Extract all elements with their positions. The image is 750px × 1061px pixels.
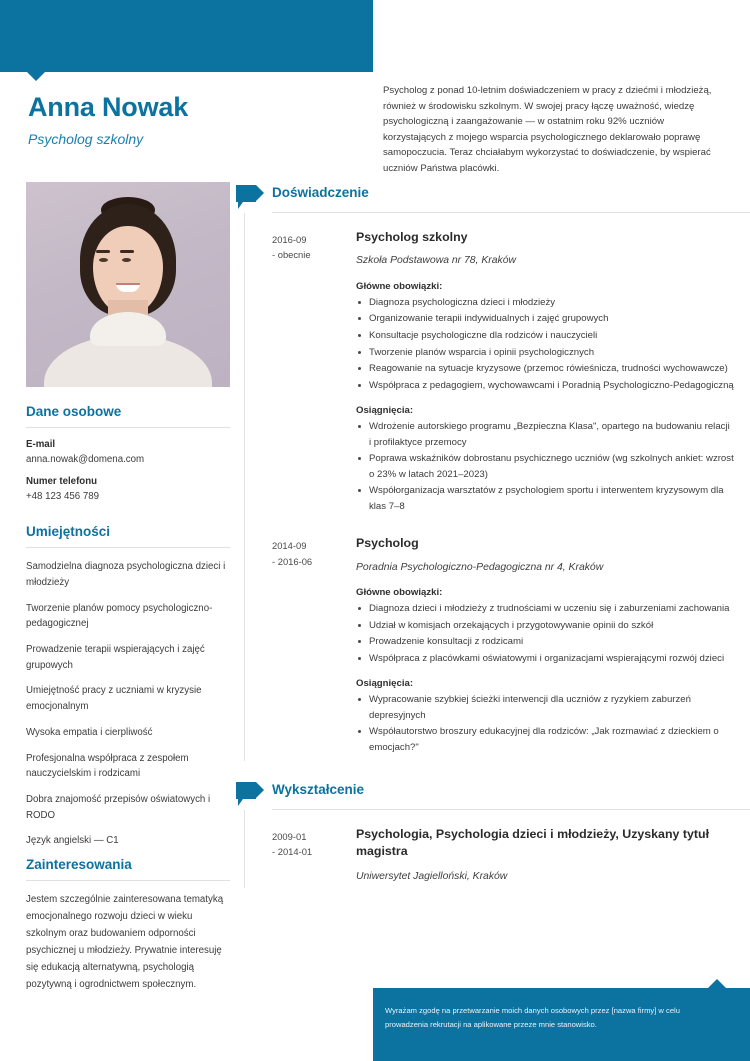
portrait-eyebrow-right-shape <box>120 250 134 253</box>
entry-body <box>356 826 750 885</box>
portrait-eye-right-shape <box>122 258 131 262</box>
list-item: Prowadzenie konsultacji z rodzicami <box>356 634 734 650</box>
section-header-education <box>236 779 750 809</box>
entry-body <box>356 229 750 515</box>
list-item: Prowadzenie terapii wspierających i zajęć grupowych <box>26 644 205 671</box>
section-education <box>236 779 750 889</box>
education-entry <box>272 810 750 889</box>
sidebar-section-skills <box>26 524 230 849</box>
divider <box>26 880 230 881</box>
entry-degree: Psychologia, Psychologia dzieci i młodzieży, Uzyskany tytuł magistra <box>356 826 710 859</box>
sidebar-heading-interests: Zainteresowania <box>26 857 132 873</box>
entry-achievements-label: Osiągnięcia: <box>356 405 414 417</box>
entry-date-range <box>272 826 356 885</box>
experience-timeline <box>236 213 750 761</box>
header-banner <box>0 0 373 72</box>
interests-text: Jestem szczególnie zainteresowana tematyką emocjonalnego rozwoju dzieci w wieku szkolnym oraz budowaniem odporności psychicznej u młodzieży. Prywatnie interesuję się edukacją alternatywną, psychologią pozytywną i ogrodnictwem społecznym. <box>26 894 224 991</box>
entry-role: Psycholog szkolny <box>356 230 468 244</box>
list-item: Samodzielna diagnoza psychologiczna dzieci i młodzieży <box>26 561 226 588</box>
profile-summary: Psycholog z ponad 10-letnim doświadczeniem w pracy z dziećmi i młodzieżą, również w środowisku szkolnym. W swojej pracy łączę uważność, wiedzę psychologiczną i zaangażowanie — w ostatnim roku 92% uczniów korzystających z mojego wsparcia psychologicznego deklarowało poprawę samopoczucia. Teraz chciałabym wykorzystać to doświadczenie, by wspierać uczniów Państwa placówki. <box>383 85 712 174</box>
list-item: Dobra znajomość przepisów oświatowych i RODO <box>26 794 211 821</box>
list-item: Tworzenie planów pomocy psychologiczno-pedagogicznej <box>26 602 213 630</box>
list-item: Wysoka empatia i cierpliwość <box>26 726 153 738</box>
entry-duties-list <box>356 601 734 666</box>
list-item: Współorganizacja warsztatów z psychologiem sportu i interwentem kryzysowym dla klas 7–8 <box>356 483 734 514</box>
list-item: Wdrożenie autorskiego programu „Bezpieczna Klasa", opartego na budowaniu relacji i profilaktyce przemocy <box>356 419 734 450</box>
sidebar-section-personal-data <box>26 404 230 504</box>
entry-date-to: - 2016-06 <box>272 555 313 567</box>
list-item: Współautorstwo broszury edukacyjnej dla rodziców: „Jak rozmawiać z dzieckiem o emocjach?" <box>356 724 734 755</box>
portrait-collar-shape <box>90 312 166 346</box>
list-item: Język angielski — C1 <box>26 835 119 847</box>
page-title: Anna Nowak <box>28 92 189 122</box>
job-title: Psycholog szkolny <box>28 131 144 148</box>
entry-date-range <box>272 229 356 515</box>
education-timeline <box>236 810 750 889</box>
list-item: Tworzenie planów wsparcia i opinii psychologicznych <box>356 345 734 361</box>
section-header-experience <box>236 182 750 212</box>
entry-organization: Szkoła Podstawowa nr 78, Kraków <box>356 255 516 267</box>
footer-banner-notch-icon <box>708 979 726 988</box>
list-item: Organizowanie terapii indywidualnych i zajęć grupowych <box>356 311 734 327</box>
entry-date-to: - obecnie <box>272 249 311 261</box>
list-item: Współpraca z pedagogiem, wychowawcami i Poradnią Psychologiczno-Pedagogiczną <box>356 378 734 394</box>
identity-block <box>28 92 358 147</box>
header <box>0 72 750 182</box>
entry-date-from: 2014-09 <box>272 540 307 552</box>
experience-entry <box>272 213 750 519</box>
consent-text: Wyrażam zgodę na przetwarzanie moich danych osobowych przez [nazwa firmy] w celu prowadzenia rekrutacji na aplikowane przeze mnie stanowisko. <box>385 1006 680 1030</box>
sidebar-heading-skills: Umiejętności <box>26 524 111 540</box>
section-title-experience: Doświadczenie <box>272 185 369 200</box>
entry-date-from: 2016-09 <box>272 234 307 245</box>
avatar <box>26 182 230 387</box>
entry-body <box>356 535 750 756</box>
list-item: Diagnoza dzieci i młodzieży z trudnościami w uczeniu się i zaburzeniami zachowania <box>356 601 734 617</box>
portrait-eyebrow-left-shape <box>96 250 110 253</box>
sidebar-heading-personal-data: Dane osobowe <box>26 404 122 419</box>
contact-label-phone: Numer telefonu <box>26 476 98 488</box>
entry-date-range <box>272 535 356 756</box>
entry-school: Uniwersytet Jagielloński, Kraków <box>356 870 508 882</box>
main-content <box>236 182 750 888</box>
flag-icon <box>236 782 262 806</box>
contact-field-email <box>26 439 230 467</box>
entry-duties-list <box>356 295 734 393</box>
list-item: Konsultacje psychologiczne dla rodziców i nauczycieli <box>356 328 734 344</box>
entry-duties-label: Główne obowiązki: <box>356 280 443 292</box>
experience-entry <box>272 519 750 760</box>
sidebar <box>0 182 236 994</box>
list-item: Udział w komisjach orzekających i przygotowywanie opinii do szkół <box>356 618 734 634</box>
entry-date-from: 2009-01 <box>272 830 307 842</box>
entry-achievements-label: Osiągnięcia: <box>356 678 414 690</box>
divider <box>26 427 230 428</box>
list-item: Profesjonalna współpraca z zespołem nauczycielskim i rodzicami <box>26 752 189 780</box>
contact-label-email: E-mail <box>26 439 56 450</box>
contact-value-phone[interactable]: +48 123 456 789 <box>26 491 99 503</box>
list-item: Poprawa wskaźników dobrostanu psychicznego uczniów (wg szkolnych ankiet: wzrost o 23% w latach 2021–2023) <box>356 451 734 482</box>
portrait-eye-left-shape <box>99 258 108 262</box>
entry-organization: Poradnia Psychologiczno-Pedagogiczna nr 4, Kraków <box>356 561 604 573</box>
list-item: Wypracowanie szybkiej ścieżki interwencji dla uczniów z ryzykiem zaburzeń depresyjnych <box>356 692 734 723</box>
flag-icon <box>236 185 262 209</box>
entry-role: Psycholog <box>356 536 419 551</box>
contact-field-phone <box>26 476 230 504</box>
divider <box>26 547 230 548</box>
entry-achievements-list <box>356 419 734 514</box>
entry-date-to: - 2014-01 <box>272 845 313 857</box>
section-experience <box>236 182 750 761</box>
contact-value-email[interactable]: anna.nowak@domena.com <box>26 454 145 465</box>
entry-achievements-list <box>356 692 734 755</box>
list-item: Umiejętność pracy z uczniami w kryzysie emocjonalnym <box>26 685 202 713</box>
list-item: Współpraca z placówkami oświatowymi i organizacjami wspierającymi rozwój dzieci <box>356 651 734 667</box>
list-item: Diagnoza psychologiczna dzieci i młodzieży <box>356 295 734 311</box>
section-title-education: Wykształcenie <box>272 781 365 797</box>
list-item: Reagowanie na sytuacje kryzysowe (przemoc rówieśnicza, trudności wychowawcze) <box>356 361 734 377</box>
sidebar-section-interests <box>26 857 230 994</box>
entry-duties-label: Główne obowiązki: <box>356 587 443 599</box>
